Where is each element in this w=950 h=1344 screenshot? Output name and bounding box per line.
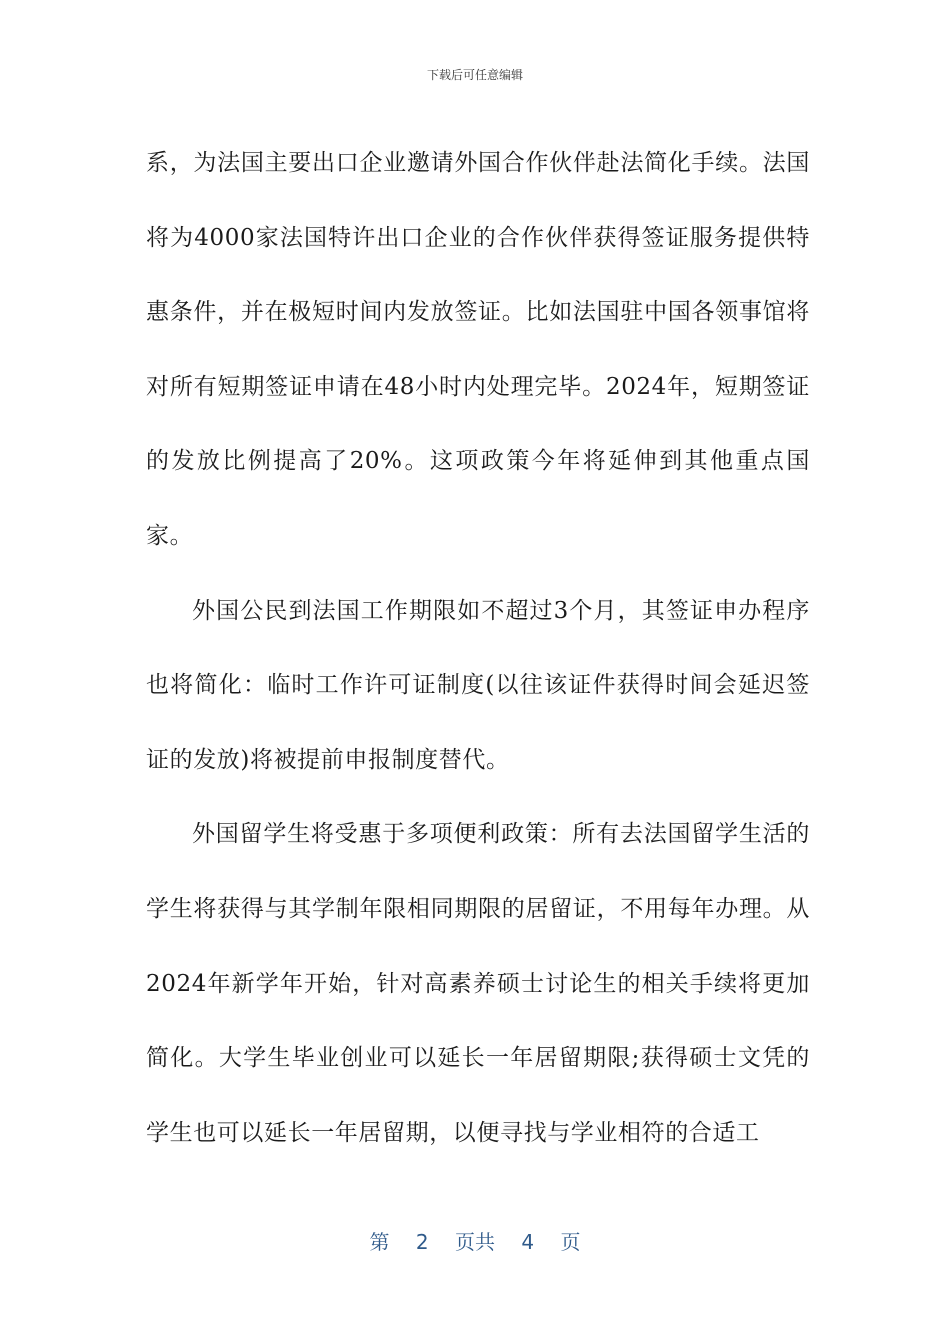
- footer-total-pages: 4: [521, 1230, 535, 1254]
- footer-suffix: 页: [560, 1230, 581, 1254]
- footer-middle: 页共: [455, 1230, 495, 1254]
- page-header: 下载后可任意编辑: [426, 68, 523, 82]
- document-body: [146, 126, 810, 1170]
- paragraph-2: 外国公民到法国工作期限如不超过3个月，其签证申办程序也将简化：临时工作许可证制度(以往该证件获得时间会延迟签证的发放)将被提前申报制度替代。: [146, 597, 810, 773]
- paragraph-3: 外国留学生将受惠于多项便利政策：所有去法国留学生活的学生将获得与其学制年限相同期限的居留证，不用每年办理。从2024年新学年开始，针对高素养硕士讨论生的相关手续将更加简化。大学生毕业创业可以延长一年居留期限;获得硕士文凭的学生也可以延长一年居留期，以便寻找与学业相符的合适工: [146, 821, 810, 1146]
- paragraph-1: 系，为法国主要出口企业邀请外国合作伙伴赴法简化手续。法国将为4000家法国特许出口企业的合作伙伴获得签证服务提供特惠条件，并在极短时间内发放签证。比如法国驻中国各领事馆将对所有短期签证申请在48小时内处理完毕。2024年，短期签证的发放比例提高了20%。这项政策今年将延伸到其他重点国家。: [146, 150, 810, 549]
- footer-current-page: 2: [415, 1230, 429, 1254]
- footer-prefix: 第: [369, 1230, 390, 1254]
- page-footer: [0, 1226, 950, 1255]
